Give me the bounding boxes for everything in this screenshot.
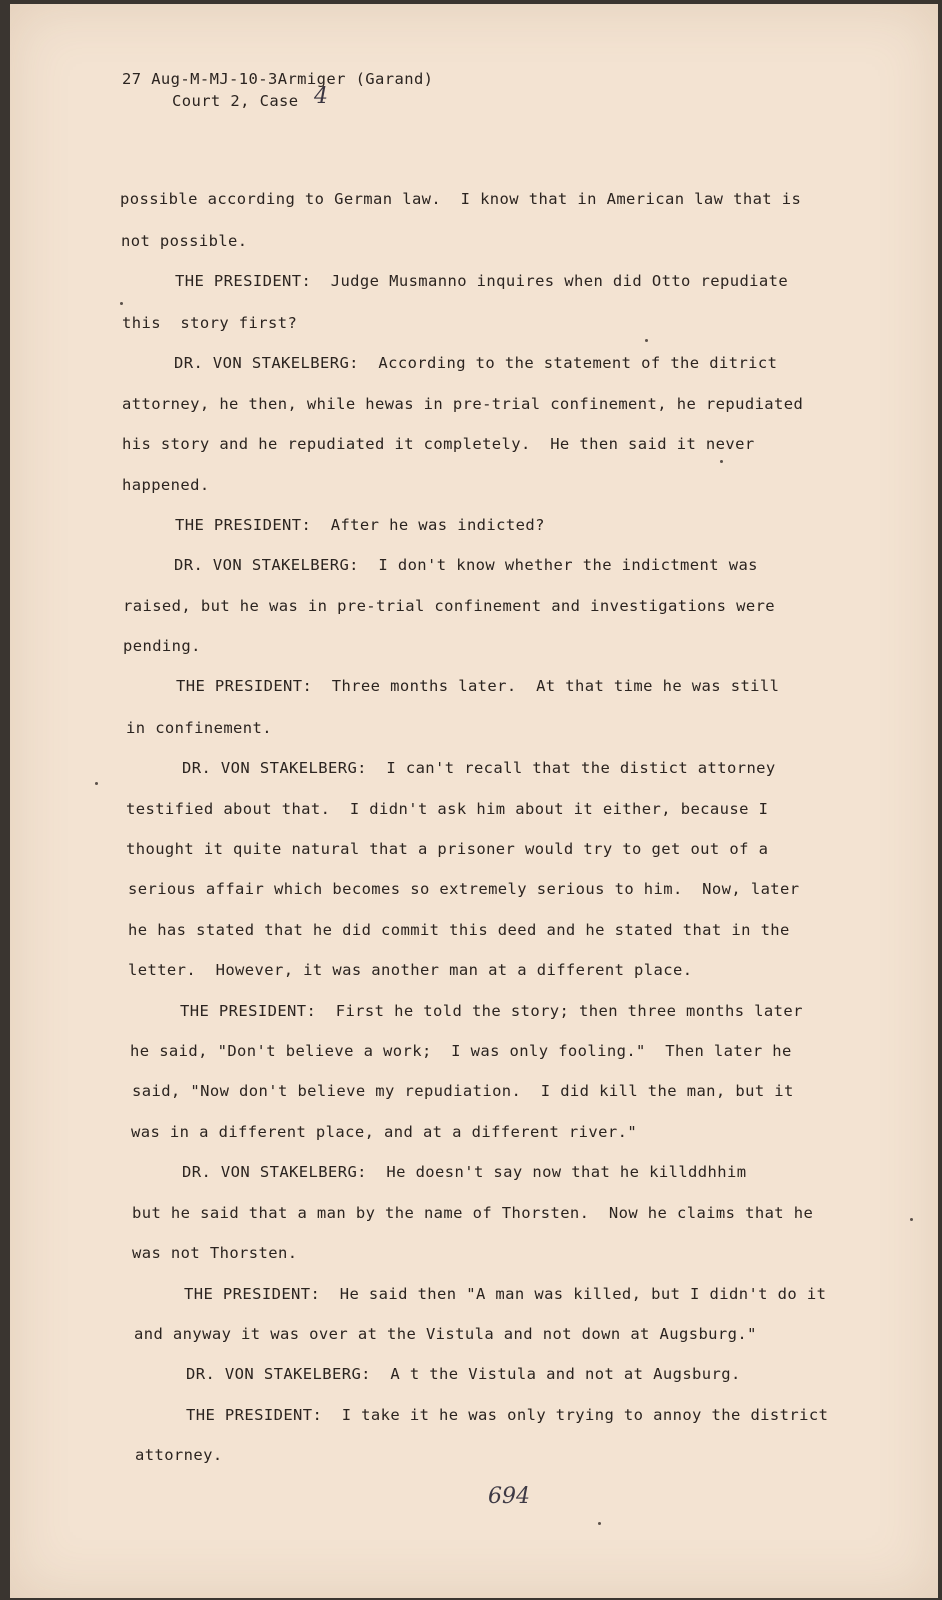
body-line: happened. (122, 476, 210, 494)
body-line: this story first? (122, 314, 298, 332)
page-number: 694 (488, 1484, 530, 1509)
body-line: THE PRESIDENT: After he was indicted? (175, 516, 545, 534)
header-line-1: 27 Aug-M-MJ-10-3Armiger (Garand) (122, 70, 434, 88)
body-line: was in a different place, and at a different river." (131, 1123, 638, 1141)
paper-speck (120, 302, 123, 305)
body-line: pending. (123, 637, 201, 655)
body-line: and anyway it was over at the Vistula and not down at Augsburg." (134, 1325, 757, 1343)
paper-speck (645, 339, 648, 342)
paper-speck (720, 460, 723, 463)
body-line: DR. VON STAKELBERG: I can't recall that the distict attorney (182, 759, 776, 777)
body-line: letter. However, it was another man at a different place. (128, 961, 693, 979)
body-line: THE PRESIDENT: Three months later. At that time he was still (176, 677, 780, 695)
body-line: THE PRESIDENT: I take it he was only trying to annoy the district (186, 1406, 829, 1424)
body-line: THE PRESIDENT: He said then "A man was killed, but I didn't do it (184, 1285, 827, 1303)
case-number-handwritten: 4 (314, 84, 329, 109)
header-line-2: Court 2, Case (172, 92, 299, 110)
body-line: but he said that a man by the name of Thorsten. Now he claims that he (132, 1204, 814, 1222)
body-line: DR. VON STAKELBERG: He doesn't say now that he killddhhim (182, 1163, 747, 1181)
body-line: said, "Now don't believe my repudiation. I did kill the man, but it (132, 1082, 794, 1100)
body-line: in confinement. (126, 719, 272, 737)
paper-speck (910, 1218, 913, 1221)
body-line: thought it quite natural that a prisoner would try to get out of a (126, 840, 769, 858)
body-line: possible according to German law. I know that in American law that is (120, 190, 802, 208)
body-line: DR. VON STAKELBERG: I don't know whether the indictment was (174, 556, 758, 574)
body-line: DR. VON STAKELBERG: A t the Vistula and not at Augsburg. (186, 1365, 741, 1383)
body-line: attorney. (135, 1446, 223, 1464)
paper-speck (95, 782, 98, 785)
body-line: was not Thorsten. (132, 1244, 298, 1262)
document-page (10, 4, 938, 1598)
body-line: he has stated that he did commit this deed and he stated that in the (128, 921, 790, 939)
body-line: his story and he repudiated it completely. He then said it never (122, 435, 755, 453)
body-line: attorney, he then, while hewas in pre-trial confinement, he repudiated (122, 395, 804, 413)
body-line: raised, but he was in pre-trial confinement and investigations were (123, 597, 776, 615)
paper-speck (598, 1522, 601, 1525)
body-line: he said, "Don't believe a work; I was only fooling." Then later he (130, 1042, 792, 1060)
body-line: not possible. (121, 232, 248, 250)
body-line: DR. VON STAKELBERG: According to the statement of the ditrict (174, 354, 778, 372)
body-line: THE PRESIDENT: First he told the story; then three months later (180, 1002, 803, 1020)
body-line: serious affair which becomes so extremely serious to him. Now, later (128, 880, 800, 898)
body-line: THE PRESIDENT: Judge Musmanno inquires when did Otto repudiate (175, 272, 789, 290)
body-line: testified about that. I didn't ask him about it either, because I (126, 800, 769, 818)
